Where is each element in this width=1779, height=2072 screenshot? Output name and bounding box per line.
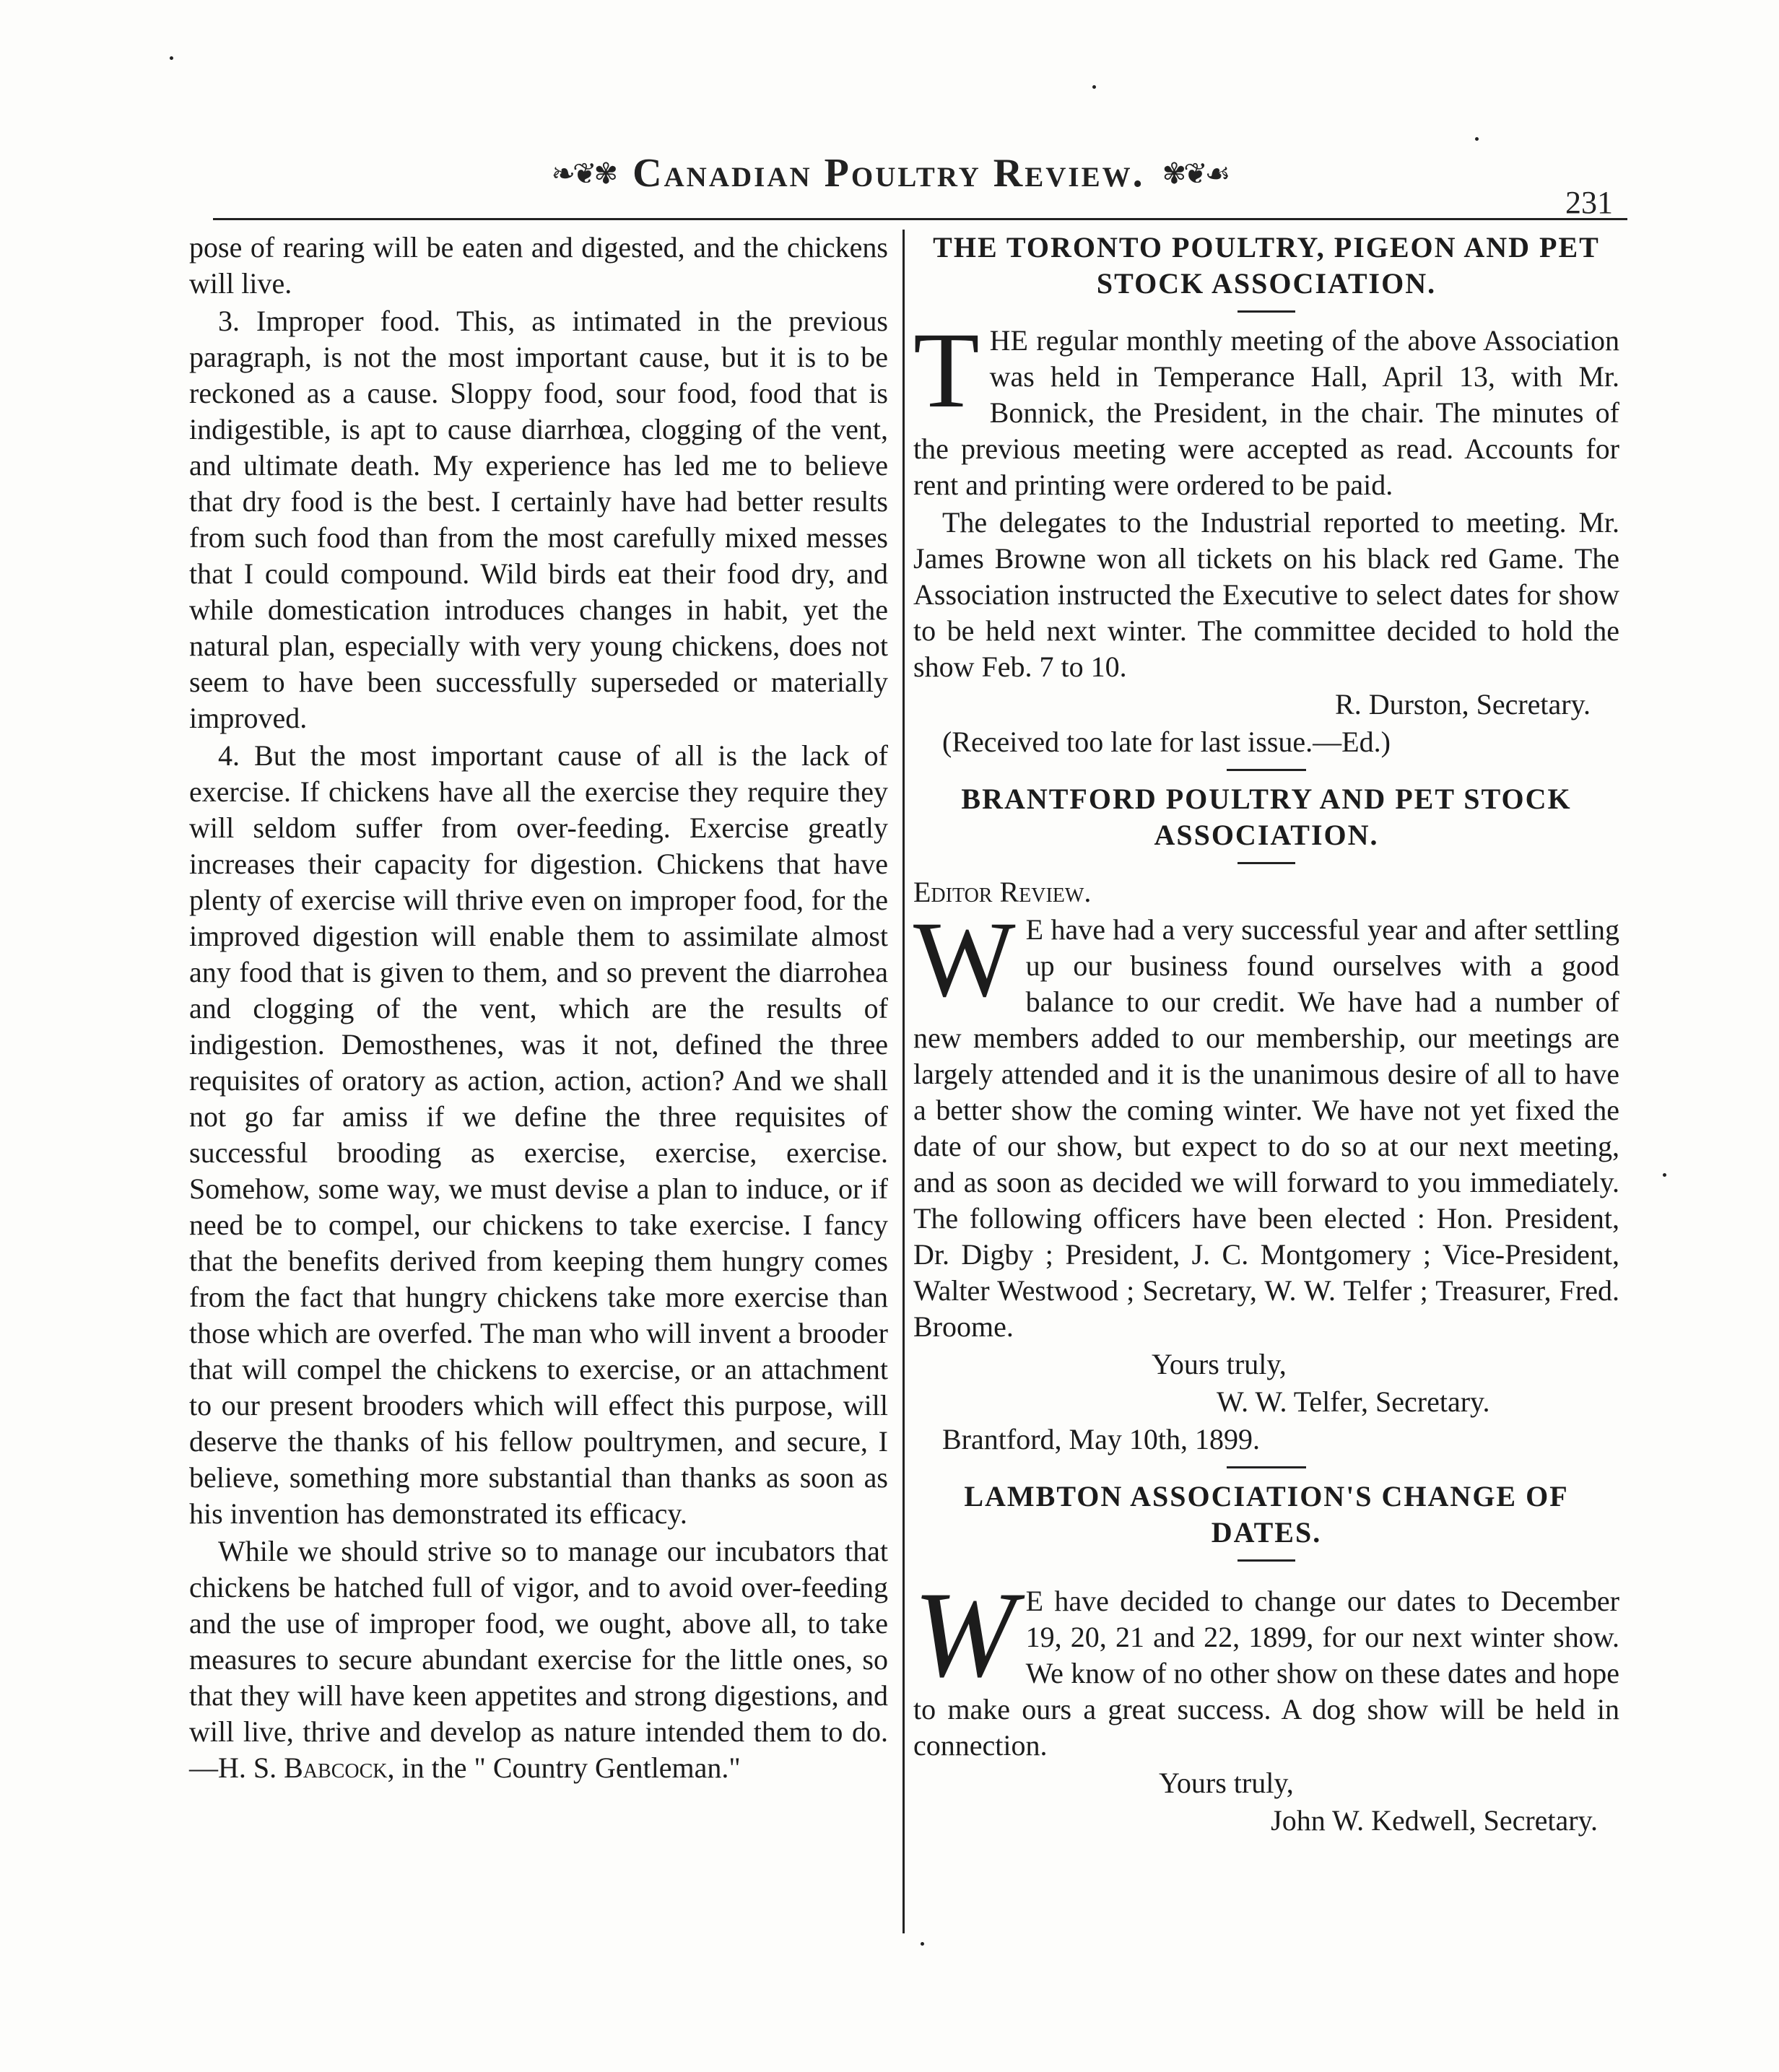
print-speck xyxy=(1475,137,1479,141)
right-column xyxy=(913,230,1619,1840)
paragraph xyxy=(913,1567,1619,1764)
signature: John W. Kedwell, Secretary. xyxy=(1271,1804,1598,1837)
article-heading: LAMBTON ASSOCIATION'S CHANGE OF DATES. xyxy=(964,1480,1569,1549)
column-divider xyxy=(902,230,905,1933)
paragraph: The delegates to the Industrial reported to meeting. Mr. James Browne won all tickets on his black red Game. The Association instructed the Executive to select dates for show to be held next winter. The committee decided to hold the show Feb. 7 to 10. xyxy=(913,506,1619,683)
article-heading: THE TORONTO POULTRY, PIGEON AND PET STOCK ASSOCIATION. xyxy=(933,231,1600,300)
paragraph-text: While we should strive so to manage our incubators that chickens be hatched full of vigor, and to avoid over-feeding and the use of improper food, we ought, above all, to take measures to secure abundant exercise for the little ones, so that they will have keen appetites and strong digestions, and will live, thrive and develop as nature intended them to do.—H. S. xyxy=(189,1535,888,1784)
section-rule xyxy=(1227,1466,1306,1468)
brantford-article xyxy=(913,781,1619,1458)
ornament-right-icon: ✾❦☙ xyxy=(1162,157,1228,190)
print-speck xyxy=(921,1942,924,1946)
toronto-article xyxy=(913,230,1619,760)
editor-note: (Received too late for last issue.—Ed.) xyxy=(942,726,1391,758)
paragraph-text: HE regular monthly meeting of the above Association was held in Temperance Hall, April 13, with Mr. Bonnick, the President, in the chair. The minutes of the previous meeting were accepted as read. Accounts for rent and printing were ordered to be paid. xyxy=(913,324,1619,501)
drop-cap: W xyxy=(913,900,1016,1019)
signature: R. Durston, Secretary. xyxy=(1335,688,1591,721)
signature: W. W. Telfer, Secretary. xyxy=(1217,1385,1490,1418)
addressee: Editor Review. xyxy=(913,876,1092,908)
paragraph-text: E have had a very successful year and after settling up our business found ourselves with a good balance to our credit. We have had a number of new members added to our membership, our meetings are largely attended and it is the unanimous desire of all to have a better show the coming winter. We have not yet fixed the date of our show, but expect to do so at our next meeting, and as soon as decided we will forward to you immediately. The following officers have been elected : Hon. President, Dr. Digby ; President, J. C. Montgomery ; Vice-President, Walter Westwood ; Secretary, W. W. Telfer ; Treasurer, Fred. Broome. xyxy=(913,913,1619,1343)
article-heading: BRANTFORD POULTRY AND PET STOCK ASSOCIATION. xyxy=(961,783,1572,851)
closing: Yours truly, xyxy=(1152,1348,1287,1380)
masthead xyxy=(217,148,1562,199)
paragraph: 3. Improper food. This, as intimated in the previous paragraph, is not the most important cause, but it is to be reckoned as a cause. Sloppy food, sour food, food that is indigestible, is apt to cause diarrhœa, clogging of the vent, and ultimate death. My experience has led me to believe that dry food is the best. I certainly have had better results from such food than from the most carefully mixed messes that I could compound. Wild birds eat their food dry, and while domestication introduces changes in habit, yet the natural plan, especially with very young chickens, does not seem to have been successfully superseded or materially improved. xyxy=(189,305,888,734)
paragraph-text: E have decided to change our dates to December 19, 20, 21 and 22, 1899, for our next winter show. We know of no other show on these dates and hope to make ours a great success. A dog show will be held in connection. xyxy=(913,1585,1619,1762)
masthead-title: Canadian Poultry Review. xyxy=(632,151,1145,196)
closing: Yours truly, xyxy=(1159,1767,1294,1799)
left-column xyxy=(189,230,888,1788)
heading-rule xyxy=(1238,1559,1295,1562)
drop-cap: W xyxy=(913,1567,1016,1702)
heading-rule xyxy=(1238,310,1295,313)
ornament-left-icon: ❧❦✾ xyxy=(551,157,616,190)
paragraph xyxy=(913,310,1619,503)
paragraph xyxy=(189,1533,888,1786)
paragraph: 4. But the most important cause of all is the lack of exercise. If chickens have all the exercise they require they will seldom suffer from over-feeding. Exercise greatly increases their capacity for digestion. Chickens that have plenty of exercise will thrive even on improper food, for the improved digestion will enable them to assimilate almost any food that is given to them, and so prevent the diarrohea and clogging of the vent, which are the results of indigestion. Demosthenes, was it not, defined the three requisites of oratory as action, action, action? And we shall not go far amiss if we define the three requisites of successful brooding as exercise, exercise, exercise. Somehow, some way, we must devise a plan to induce, or if need be to compel, our chickens to take exercise. I fancy that the benefits derived from keeping them hungry comes from the fact that hungry chickens take more exercise than those which are overfed. The man who will invent a brooder that will compel the chickens to exercise, or an attachment to our present brooders which will effect this purpose, will deserve the thanks of his fellow poultrymen, and secure, I believe, something more substantial than thanks as soon as his invention has demonstrated its efficacy. xyxy=(189,739,888,1530)
print-speck xyxy=(170,56,173,60)
author-name: Babcock xyxy=(284,1751,388,1784)
source-credit: , in the " Country Gentleman." xyxy=(387,1751,741,1784)
lambton-article xyxy=(913,1479,1619,1839)
page-number: 231 xyxy=(1565,185,1613,220)
heading-rule xyxy=(1238,862,1295,864)
paragraph xyxy=(913,900,1619,1345)
print-speck xyxy=(1092,85,1096,89)
print-speck xyxy=(1663,1173,1666,1177)
section-rule xyxy=(1227,769,1306,771)
header-rule xyxy=(213,218,1627,220)
drop-cap: T xyxy=(913,310,980,430)
dateline: Brantford, May 10th, 1899. xyxy=(942,1423,1260,1455)
paragraph: pose of rearing will be eaten and digested, and the chickens will live. xyxy=(189,231,888,300)
